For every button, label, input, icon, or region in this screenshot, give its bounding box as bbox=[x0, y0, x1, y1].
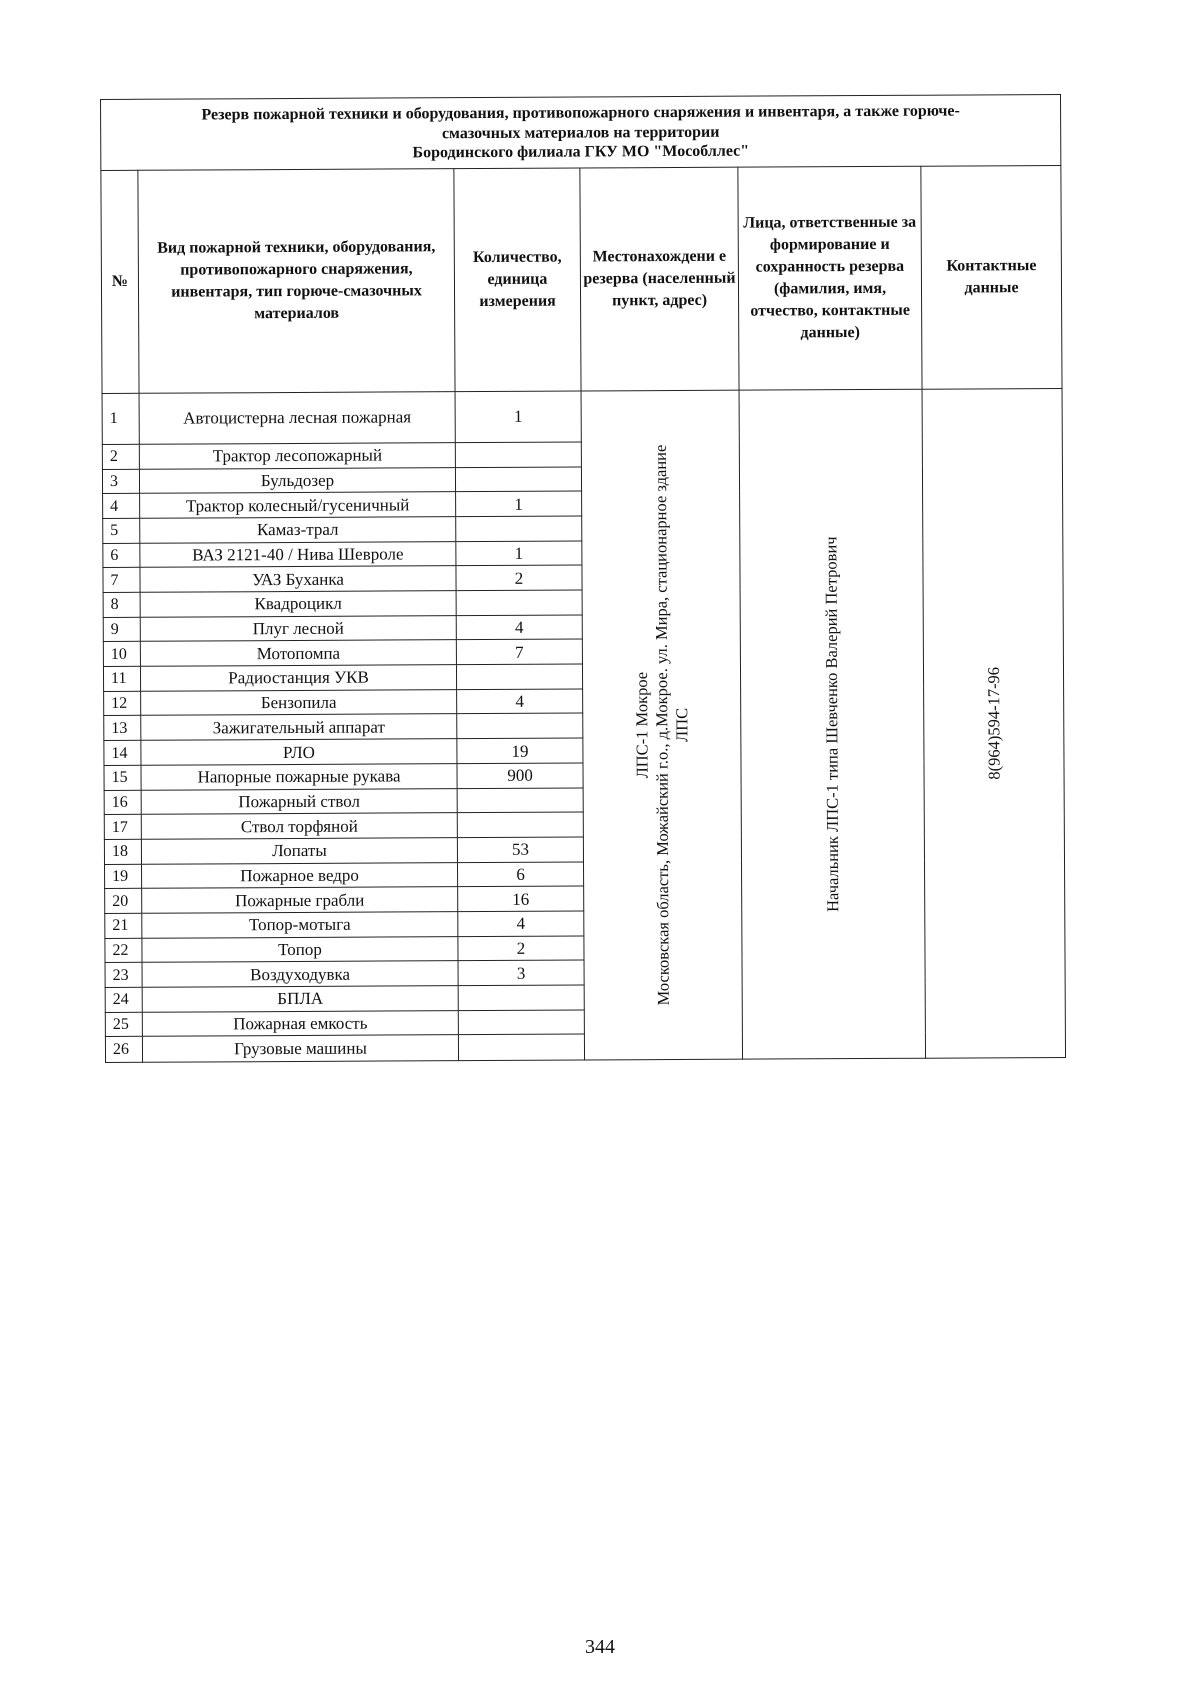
item-name: Бензопила bbox=[141, 689, 457, 715]
item-quantity: 6 bbox=[458, 862, 584, 887]
item-quantity: 2 bbox=[458, 936, 584, 961]
table-row bbox=[102, 388, 1062, 444]
item-name: Напорные пожарные рукава bbox=[141, 763, 457, 789]
item-quantity: 4 bbox=[456, 615, 582, 640]
location-line: ЛПС bbox=[671, 707, 691, 742]
row-number: 15 bbox=[104, 765, 141, 790]
row-number: 14 bbox=[104, 740, 141, 765]
header-location: Местонахождени е резерва (населенный пункт, адрес) bbox=[580, 167, 739, 391]
item-name: Трактор лесопожарный bbox=[139, 443, 455, 469]
row-number: 4 bbox=[103, 494, 140, 519]
contacts-cell bbox=[922, 388, 1066, 1058]
item-name: Топор bbox=[142, 936, 458, 962]
item-quantity bbox=[457, 713, 583, 738]
item-name: БПЛА bbox=[142, 986, 458, 1012]
row-number: 16 bbox=[104, 790, 141, 815]
row-number: 17 bbox=[104, 815, 141, 840]
header-responsible: Лица, ответственные за формирование и сохранность резерва (фамилия, имя, отчество, контактные данные) bbox=[738, 166, 922, 390]
item-name: РЛО bbox=[141, 739, 457, 765]
header-qty: Количество, единица измерения bbox=[454, 167, 581, 391]
item-name: Радиостанция УКВ bbox=[140, 665, 456, 691]
item-quantity bbox=[456, 590, 582, 615]
header-kind: Вид пожарной техники, оборудования, противопожарного снаряжения, инвентаря, тип горюче-смазочных материалов bbox=[138, 168, 455, 393]
item-quantity bbox=[458, 1034, 584, 1060]
row-number: 26 bbox=[105, 1037, 142, 1062]
row-number: 23 bbox=[105, 963, 142, 988]
item-name: Квадроцикл bbox=[140, 591, 456, 617]
item-quantity: 1 bbox=[456, 491, 582, 516]
item-name: Мотопомпа bbox=[140, 640, 456, 666]
item-name: Трактор колесный/гусеничный bbox=[140, 492, 456, 518]
location-text bbox=[630, 444, 693, 1005]
item-quantity: 4 bbox=[458, 911, 584, 936]
row-number: 5 bbox=[103, 518, 140, 543]
item-quantity bbox=[457, 788, 583, 813]
header-num: № bbox=[101, 170, 139, 393]
row-number: 13 bbox=[104, 716, 141, 741]
title-line-1: Резерв пожарной техники и оборудования, противопожарного снаряжения и инвентаря, а также горюче- bbox=[201, 102, 960, 124]
item-quantity: 4 bbox=[457, 689, 583, 714]
item-name: Плуг лесной bbox=[140, 615, 456, 641]
item-quantity: 19 bbox=[457, 738, 583, 763]
row-number: 7 bbox=[103, 568, 140, 593]
item-quantity: 53 bbox=[457, 837, 583, 862]
row-number: 10 bbox=[103, 642, 140, 667]
item-name: Пожарная емкость bbox=[142, 1010, 458, 1036]
row-number: 2 bbox=[102, 444, 139, 469]
item-name: Ствол торфяной bbox=[141, 813, 457, 839]
item-quantity: 1 bbox=[456, 541, 582, 566]
location-cell bbox=[581, 390, 743, 1060]
item-quantity bbox=[457, 812, 583, 837]
item-quantity bbox=[456, 664, 582, 689]
row-number: 9 bbox=[103, 617, 140, 642]
item-name: Лопаты bbox=[141, 838, 457, 864]
row-number: 22 bbox=[105, 938, 142, 963]
item-name: Камаз-трал bbox=[140, 517, 456, 543]
row-number: 3 bbox=[102, 469, 139, 494]
item-name: Пожарные грабли bbox=[142, 887, 458, 913]
item-quantity: 1 bbox=[455, 390, 581, 442]
item-name: Грузовые машины bbox=[142, 1035, 458, 1062]
row-number: 12 bbox=[104, 691, 141, 716]
item-name: ВАЗ 2121-40 / Нива Шевроле bbox=[140, 541, 456, 567]
row-number: 8 bbox=[103, 592, 140, 617]
item-name: УАЗ Буханка bbox=[140, 566, 456, 592]
row-number: 24 bbox=[105, 987, 142, 1012]
item-quantity bbox=[458, 985, 584, 1010]
item-name: Пожарный ствол bbox=[141, 788, 457, 814]
contacts-text: 8(964)594-17-96 bbox=[983, 666, 1004, 780]
item-quantity: 900 bbox=[457, 763, 583, 788]
reserve-table bbox=[100, 94, 1066, 1063]
item-name: Топор-мотыга bbox=[142, 912, 458, 938]
title-line-2: смазочных материалов на территории bbox=[441, 123, 720, 142]
item-name: Зажигательный аппарат bbox=[141, 714, 457, 740]
item-name: Автоцистерна лесная пожарная bbox=[139, 391, 455, 444]
item-quantity: 7 bbox=[456, 639, 582, 664]
row-number: 18 bbox=[104, 839, 141, 864]
row-number: 1 bbox=[102, 393, 139, 445]
row-number: 20 bbox=[105, 889, 142, 914]
title-line-3: Бородинского филиала ГКУ МО "Мособллес" bbox=[412, 142, 750, 162]
item-name: Бульдозер bbox=[139, 467, 455, 493]
item-quantity bbox=[455, 442, 581, 467]
row-number: 21 bbox=[105, 913, 142, 938]
responsible-text: Начальник ЛПС-1 типа Шевченко Валерий Петрович bbox=[821, 535, 843, 912]
location-line: ЛПС-1 Мокрое bbox=[631, 671, 652, 779]
page-number: 344 bbox=[585, 1636, 615, 1658]
row-number: 19 bbox=[105, 864, 142, 889]
item-quantity: 2 bbox=[456, 565, 582, 590]
item-quantity: 16 bbox=[458, 886, 584, 911]
table-title bbox=[101, 94, 1061, 170]
item-name: Пожарное ведро bbox=[142, 862, 458, 888]
item-quantity: 3 bbox=[458, 960, 584, 985]
row-number: 25 bbox=[105, 1012, 142, 1037]
item-name: Воздуходувка bbox=[142, 961, 458, 987]
responsible-cell bbox=[739, 389, 926, 1059]
row-number: 11 bbox=[103, 666, 140, 691]
header-contacts: Контактные данные bbox=[921, 165, 1062, 389]
item-quantity bbox=[456, 516, 582, 541]
location-line: Московская область, Можайский г.о., д.Мокрое. ул. Мира, стационарное здание bbox=[650, 444, 673, 1005]
item-quantity bbox=[458, 1010, 584, 1035]
item-quantity bbox=[455, 467, 581, 492]
row-number: 6 bbox=[103, 543, 140, 568]
